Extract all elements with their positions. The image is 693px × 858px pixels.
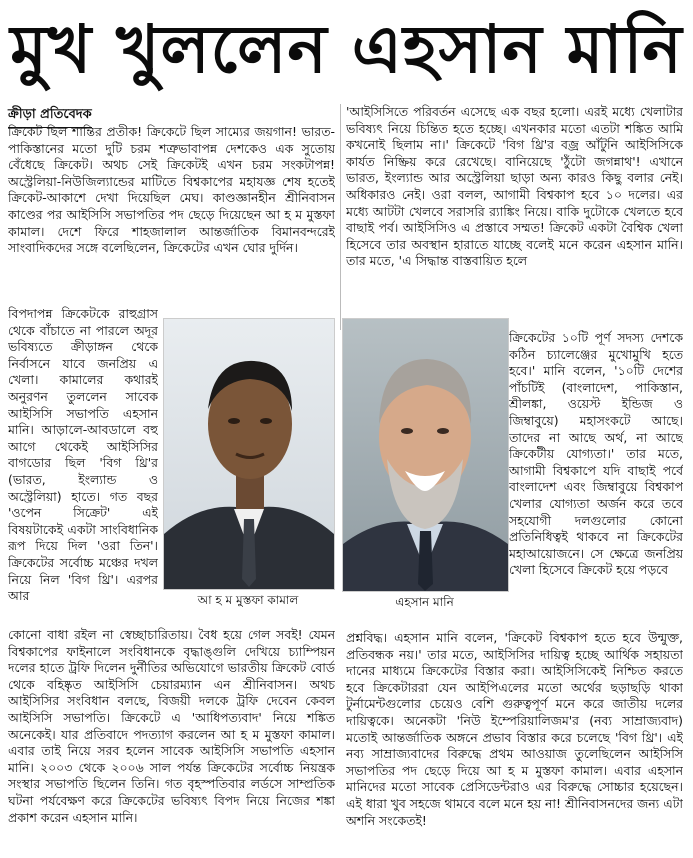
byline: ক্রীড়া প্রতিবেদক	[8, 105, 92, 128]
right-bottom-text: প্রশ্নবিদ্ধ। এহসান মানি বলেন, 'ক্রিকেট বিশ্বকাপ হতে হবে উন্মুক্ত, প্রতিবন্ধক নয়।' তার মতে, আইসিসির দায়িত্ব হচ্ছে আর্থিক সহায়তা দানের মাধ্যমে ক্রিকেটের বিস্তার করা। আইসিসিকেই নিশ্চিত করতে হবে ক্রিকেটাররা যেন আইপিএলের মতো অর্থের ছড়াছড়ি থাকা টুর্নামেন্টগুলোর চেয়েও বেশি গুরুত্বপূর্ণ মনে করে জাতীয় দলের দায়িত্বকে। অনেকটা 'নিউ ইম্পেরিয়ালিজম'র (নব্য সাম্রাজ্যবাদ) মতোই আন্তর্জাতিক অঙ্গনে প্রভাব বিস্তার করে চলেছে 'বিগ থ্রি'। এই নব্য সাম্রাজ্যবাদের বিরুদ্ধে প্রথম আওয়াজ তুলেছিলেন আইসিসি সভাপতির পদ ছেড়ে দিয়ে আ হ ম মুস্তফা কামাল। এবার এহসান মানিদের মতো সাবেক প্রেসিডেন্টরাও এর বিরুদ্ধে সোচ্চার হয়েছেন। এই ধারা খুব সহজে থামবে বলে মনে হয় না! শ্রীনিবাসনদের জন্য এটা অশনি সংকেতই!	[346, 630, 683, 828]
portrait-mani-image	[343, 319, 508, 591]
column-rule	[340, 104, 341, 330]
photo-kamal	[163, 318, 335, 590]
caption-mani: এহসান মানি	[395, 595, 454, 609]
right-top-text: 'আইসিসিতে পরিবর্তন এসেছে এক বছর হলো। এরই মধ্যে খেলাটার ভবিষ্যৎ নিয়ে চিন্তিত হতে হচ্ছে। এখনকার মতো এতটা শঙ্কিত আমি কখনোই ছিলাম না।' ক্রিকেটে 'বিগ থ্রি'র বজ্র আঁটুনি আইসিসিকে কার্যত নিষ্ক্রিয় করে রেখেছে। বানিয়েছে 'ঠুঁটো জগন্নাথ'! এখানে ভারত, ইংল্যান্ড আর অস্ট্রেলিয়া ছাড়া অন্য কারও কিছু বলার নেই। অধিকারও নেই। ওরা বলল, আগামী বিশ্বকাপ হবে ১০ দলের। এর মধ্যে আটটা খেলবে সরাসরি র‍্যাঙ্কিং নিয়ে। বাকি দুটোকে খেলতে হবে বাছাই পর্ব। আইসিসিও এ প্রস্তাবে সম্মত! ক্রিকেট একটা বৈশ্বিক খেলা হিসেবে তার অবস্থান হারাতে যাচ্ছে বলেই মনে করেন এহসান মানি। তার মতে, 'এ সিদ্ধান্ত বাস্তবায়িত হলে	[346, 104, 683, 269]
caption-kamal: আ হ ম মুস্তফা কামাল	[197, 593, 299, 607]
headline: মুখ খুললেন এহসান মানি	[10, 11, 683, 88]
photo-mani	[342, 318, 509, 592]
portrait-kamal-image	[164, 319, 334, 589]
right-narrow-text: ক্রিকেটের ১০টি পূর্ণ সদস্য দেশকে কঠিন চ্যালেঞ্জের মুখোমুখি হতে হবে।' মানি বলেন, '১০টি দেশের পাঁচটিই (বাংলাদেশ, পাকিস্তান, শ্রীলঙ্কা, ওয়েস্ট ইন্ডিজ ও জিম্বাবুয়ে) মহাসংকটে আছে। তাদের না আছে অর্থ, না আছে ক্রিকেটীয় যোগ্যতা।' তার মতে, আগামী বিশ্বকাপে যদি বাছাই পর্বে বাংলাদেশ এবং জিম্বাবুয়ে বিশ্বকাপ খেলার যোগ্যতা অর্জন করে তবে সহযোগী দলগুলোর কোনো প্রতিনিধিত্বই থাকবে না ক্রিকেটের মহাআয়োজনে। সে ক্ষেত্রে জনপ্রিয় খেলা হিসেবে ক্রিকেট হয়ে পড়বে	[509, 330, 683, 578]
left-bottom-text: কোনো বাধা রইল না স্বেচ্ছাচারিতায়। বৈধ হয়ে গেল সবই! যেমন বিশ্বকাপের ফাইনালে সংবিধানকে বৃদ্ধাঙ্গুলি দেখিয়ে চ্যাম্পিয়ন দলের হাতে ট্রফি দিলেন দুর্নীতির অভিযোগে ভারতীয় ক্রিকেট বোর্ড থেকে বহিষ্কৃত আইসিসি চেয়ারম্যান এন শ্রীনিবাসন। অথচ আইসিসির সংবিধান বলছে, বিজয়ী দলকে ট্রফি দেবেন কেবল আইসিসি সভাপতি। ক্রিকেটে এ 'আধিপত্যবাদ' নিয়ে শঙ্কিত অনেকেই। যার প্রতিবাদে পদত্যাগ করলেন আ হ ম মুস্তফা কামাল। এবার তাই নিয়ে সরব হলেন সাবেক আইসিসি সভাপতি এহসান মানি। ২০০৩ থেকে ২০০৬ সাল পর্যন্ত ক্রিকেটের সর্বোচ্চ নিয়ন্ত্রক সংস্থার সভাপতি ছিলেন তিনি। গত বৃহস্পতিবার লর্ডসে সাম্প্রতিক ঘটনা পর্যবেক্ষণ করে ক্রিকেটের ভবিষ্যৎ বিপদ নিয়ে নিজের শঙ্কা প্রকাশ করেন এহসান মানি।	[8, 627, 335, 825]
left-top-text: ক্রিকেট ছিল শান্তির প্রতীক! ক্রিকেটে ছিল সাম্যের জয়গান! ভারত-পাকিস্তানের মতো দুটি চরম শত্রুভাবাপন্ন দেশকেও এক সুতোয় বেঁধেছে ক্রিকেট। অথচ সেই ক্রিকেটই এখন চরম সংকটাপন্ন! অস্ট্রেলিয়া-নিউজিল্যান্ডের মাটিতে বিশ্বকাপের মহাযজ্ঞ শেষ হতেই ক্রিকেট-আকাশে দেখা দিয়েছিল মেঘ। কাণ্ডজ্ঞানহীন শ্রীনিবাসন কাণ্ডের পর আইসিসি সভাপতির পদ ছেড়ে দিয়েছেন আ হ ম মুস্তফা কামাল। দেশে ফিরে শাহজালাল আন্তর্জাতিক বিমানবন্দরেই সাংবাদিকদের সঙ্গে বলেছিলেন, ক্রিকেটের এখন ঘোর দুর্দিন।	[8, 124, 335, 256]
left-narrow-text: বিপদাপন্ন ক্রিকেটকে রাহুগ্রাস থেকে বাঁচাতে না পারলে অদূর ভবিষ্যতে ক্রীড়াঙ্গন থেকে নির্বাসনে যাবে জনপ্রিয় এ খেলা। কামালের কথারই অনুরণন তুললেন সাবেক আইসিসি সভাপতি এহসান মানি। আড়ালে-আবডালে বহু আগে থেকেই আইসিসির বাগডোর ছিল 'বিগ থ্রি'র (ভারত, ইংল্যান্ড ও অস্ট্রেলিয়া) হাতে। গত বছর 'ওপেন সিক্রেট' এই বিষয়টাকেই একটা সাংবিধানিক রূপ দিয়ে দিল 'ওরা তিন'। ক্রিকেটের সর্বোচ্চ মঞ্চের দখল নিয়ে নিল 'বিগ থ্রি'। এরপর আর	[8, 306, 158, 604]
